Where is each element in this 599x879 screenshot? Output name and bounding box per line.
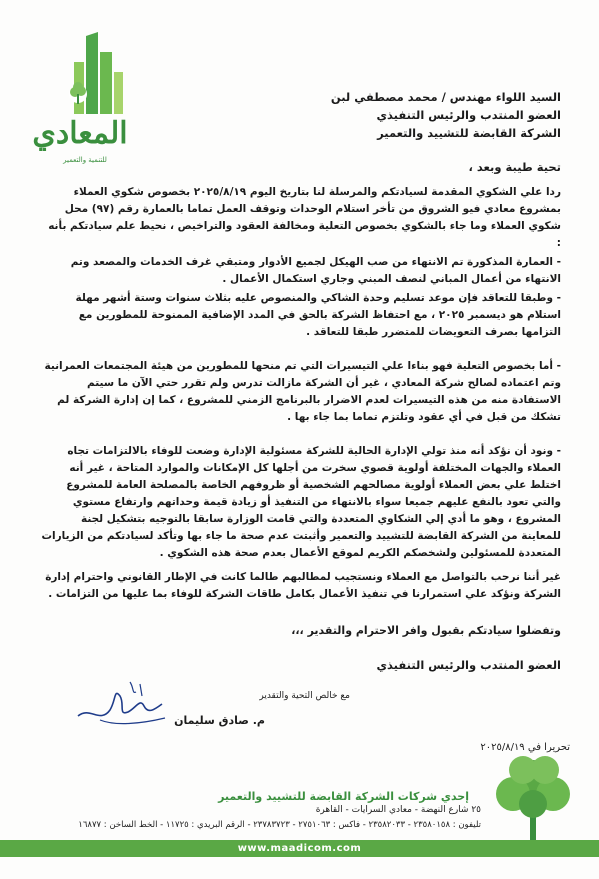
closing-line: وتفضلوا سيادتكم بقبول وافر الاحترام والتقدير ،،،: [291, 624, 561, 637]
signatory-regards: مع خالص التحية والتقدير: [259, 691, 350, 701]
issue-date: تحريرا في ٢٠٢٥/٨/١٩: [480, 742, 570, 753]
paragraph-commitment: غير أننا نرحب بالتواصل مع العملاء ونستجيب لمطالبهم طالما كانت في الإطار القانوني واحترام إدارة الشركة ونؤكد علي استمرارنا في تنفيذ الأعمال بكامل طاقات الشركة للوفاء بما عليها من التزامات .: [45, 571, 561, 600]
logo-name: المعادي: [32, 116, 128, 151]
signatory-name: م. صادق سليمان: [174, 714, 265, 727]
company-logo: [30, 32, 130, 162]
paragraph-delivery-date: - وطبقا للتعاقد فإن موعد تسليم وحدة الشاكي والمنصوص عليه بثلاث سنوات وستة أشهر مهلة استلام هو ديسمبر ٢٠٢٥ ، مع احتفاظ الشركة بالحق في المدد الإضافية الممنوحة للمطورين مع التزامها بصرف التعويضات للمتضرر طبقا للتعاقد .: [75, 292, 561, 338]
paragraph-building-status: - العمارة المذكورة تم الانتهاء من صب الهيكل لجميع الأدوار ومتبقي غرف الخدمات والمصعد وتم الانتهاء من أعمال المباني لنصف المبني وجاري استكمال الأعمال .: [70, 256, 561, 285]
logo-tagline: للتنمية والتعمير: [63, 156, 107, 164]
footer-holding: إحدي شركات الشركة القابضة للتشييد والتعمير: [218, 790, 469, 803]
recipient-company: الشركة القابضة للتشييد والتعمير: [377, 126, 561, 140]
footer-contacts: تليفون : ٢٣٥٨٠١٥٨ - ٢٣٥٨٢٠٣٣ - فاكس : ٢٧٥١٠٦٣ - ٢٣٧٨٣٧٢٣ - الرقم البريدي : ١١٧٢٥ - الخط الساخن : ١٦٨٧٧: [78, 820, 481, 830]
greeting: تحية طيبة وبعد ،: [468, 160, 561, 174]
tree-icon: [488, 752, 578, 847]
recipient-name: السيد اللواء مهندس / محمد مصطفي لبن: [330, 90, 561, 104]
footer-website[interactable]: www.maadicom.com: [237, 843, 362, 854]
buildings-icon: [60, 32, 130, 117]
paragraph-management: - ونود أن نؤكد أنه منذ تولي الإدارة الحالية للشركة مسئولية الإدارة وضعت للوفاء بالالتزامات تجاه العملاء والجهات المختلفة أولوية قصوي سخرت من أجلها كل الإمكانات والموارد المتاحة ، غير أنه اختلط علي بعض العملاء أولوية مصالحهم الشخصية أو ظروفهم الخاصة بالمصلحة العامة للمشروع والتي تعود بالنفع عليهم جميعا سواء بالانتهاء من التنفيذ أو زيادة قيمة وحداتهم وارتفاع مستوي المشروع ، وهو ما أدي إلي الشكاوي المتعددة والتي قامت الوزارة سابقا بالتوجيه بتشكيل لجنة للمعاينة من الشركة القابضة للتشييد والتعمير وأثبتت عدم صحة ما جاء بها وتأكد لسيادتكم من الزيارات المتعددة للمسئولين ولشخصكم الكريم لموقع الأعمال بعدم صحة هذه الشكوي .: [41, 445, 561, 559]
signatory-title: العضو المنتدب والرئيس التنفيذي: [376, 658, 561, 672]
recipient-address: [141, 88, 561, 142]
paragraph-intro: ردا علي الشكوي المقدمة لسيادتكم والمرسلة لنا بتاريخ اليوم ٢٠٢٥/٨/١٩ بخصوص شكوي العملاء بمشروع معادي فيو الشروق من تأخر استلام الوحدات وتوقف العمل تماما بالعمارة رقم (٩٧) محل شكوي العملاء وما جاء بالشكوي بخصوص التعلية ومخالفة العقود والتراخيص ، نحيط علم سيادتكم بأنه :: [48, 186, 561, 249]
paragraph-extension: - أما بخصوص التعلية فهو بناءا علي التيسيرات التي تم منحها للمطورين من هيئة المجتمعات العمرانية وتم اعتماده لصالح شركة المعادي ، غير أن الشركة مازالت تدرس ولم تقرر حتي الآن ما سيتم الاستفادة منه من هذه التيسيرات لعدم الاضرار بالبرنامج الزمني للمشروع ، كما إن إدارة الشركة لم تشكك من قبل في أي عقود وتلتزم تماما بما جاء بها .: [44, 360, 561, 423]
recipient-title: العضو المنتدب والرئيس التنفيذي: [376, 108, 561, 122]
footer-address: ٢٥ شارع النهضة - معادي السرايات - القاهرة: [315, 805, 481, 815]
